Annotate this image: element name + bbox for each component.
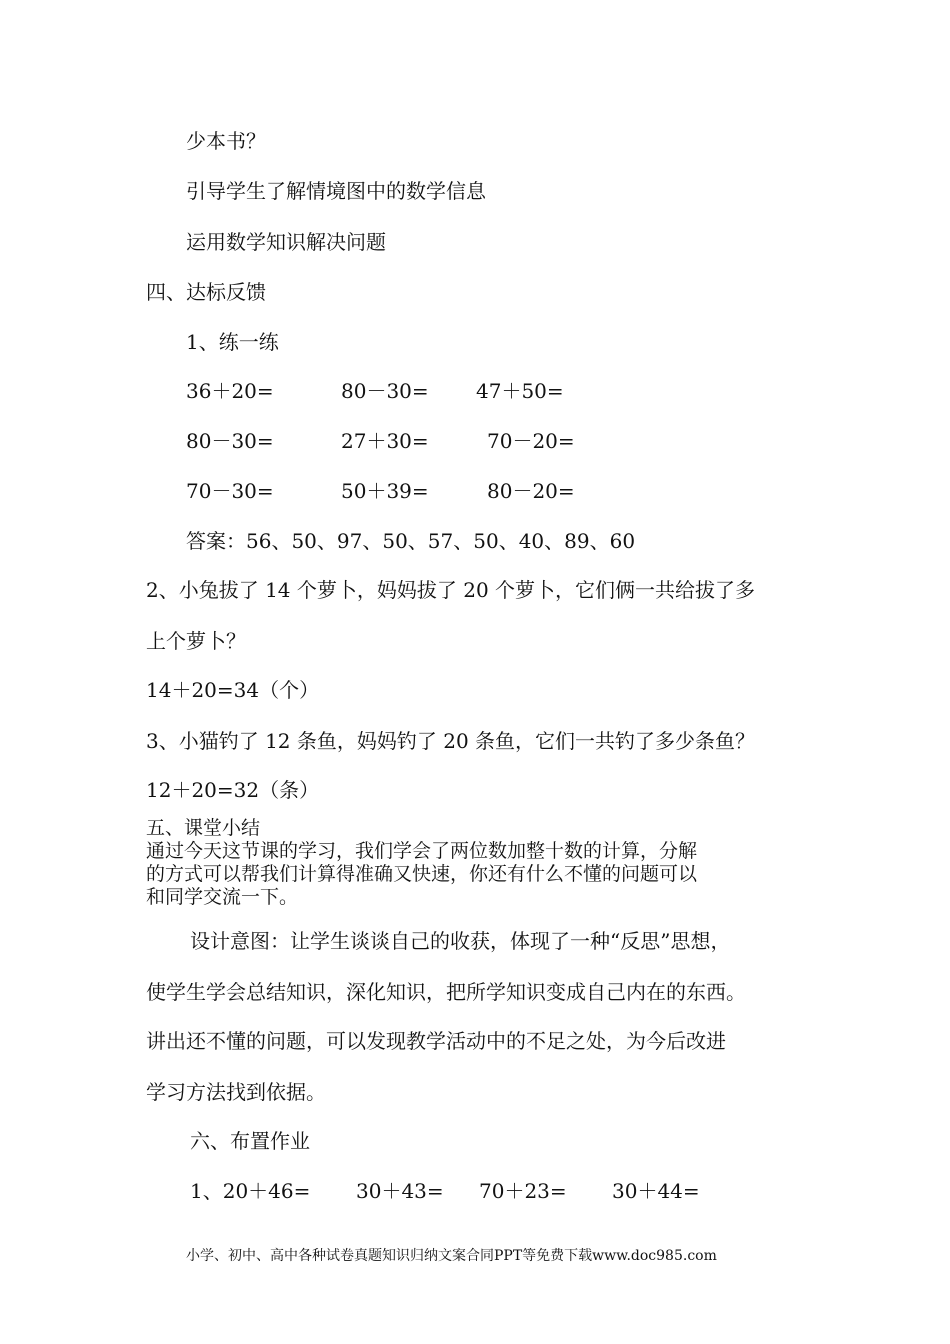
answer-line: 12＋20=32（条） (146, 778, 320, 802)
exercise-item: 80－20= (487, 479, 575, 503)
answer-line: 14＋20=34（个） (146, 678, 320, 702)
paragraph-line: 设计意图：让学生谈谈自己的收获，体现了一种“反思”思想， (190, 929, 731, 953)
text-line: 运用数学知识解决问题 (186, 230, 386, 254)
subsection-heading: 1、练一练 (186, 330, 279, 354)
section-heading: 四、达标反馈 (146, 280, 266, 304)
paragraph-line: 讲出还不懂的问题，可以发现教学活动中的不足之处，为今后改进 (146, 1029, 726, 1053)
paragraph-line: 通过今天这节课的学习，我们学会了两位数加整十数的计算，分解 (146, 840, 698, 862)
section-heading: 五、课堂小结 (146, 817, 261, 839)
text-line: 引导学生了解情境图中的数学信息 (186, 179, 486, 203)
question-line: 2、小兔拔了 14 个萝卜，妈妈拔了 20 个萝卜，它们俩一共给拔了多 (146, 578, 756, 602)
paragraph-line: 使学生学会总结知识，深化知识，把所学知识变成自己内在的东西。 (146, 980, 746, 1004)
exercise-item: 80－30= (341, 379, 429, 403)
homework-item: 70＋23= (479, 1179, 567, 1203)
question-line: 上个萝卜？ (146, 629, 246, 653)
question-line: 3、小猫钓了 12 条鱼，妈妈钓了 20 条鱼，它们一共钓了多少条鱼？ (146, 729, 756, 753)
text-line: 少本书？ (186, 129, 266, 153)
exercise-item: 70－20= (487, 429, 575, 453)
paragraph-line: 和同学交流一下。 (146, 886, 299, 908)
exercise-item: 70－30= (186, 479, 274, 503)
paragraph-line: 的方式可以帮我们计算得准确又快速，你还有什么不懂的问题可以 (146, 863, 698, 885)
exercise-item: 27＋30= (341, 429, 429, 453)
homework-item: 30＋44= (612, 1179, 700, 1203)
section-heading: 六、布置作业 (190, 1129, 310, 1153)
paragraph-line: 学习方法找到依据。 (146, 1080, 326, 1104)
exercise-item: 50＋39= (341, 479, 429, 503)
homework-item: 1、20＋46= (190, 1179, 311, 1203)
homework-item: 30＋43= (356, 1179, 444, 1203)
answer-line: 答案：56、50、97、50、57、50、40、89、60 (186, 529, 636, 553)
exercise-item: 80－30= (186, 429, 274, 453)
page-footer: 小学、初中、高中各种试卷真题知识归纳文案合同PPT等免费下载www.doc985.com (186, 1248, 717, 1264)
exercise-item: 36＋20= (186, 379, 274, 403)
exercise-item: 47＋50= (476, 379, 564, 403)
